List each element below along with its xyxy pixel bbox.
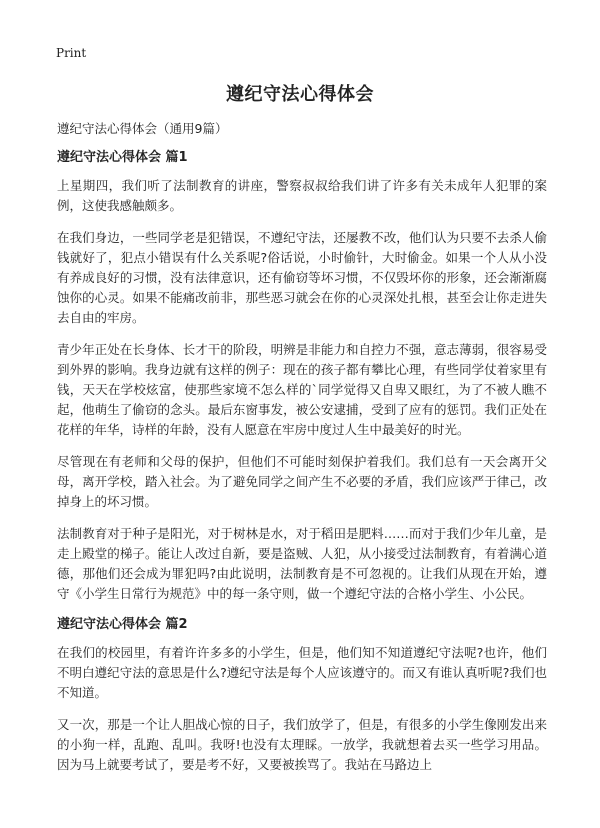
paragraph: 又一次，那是一个让人胆战心惊的日子，我们放学了，但是，有很多的小学生像刚发出来的小狗一样，乱跑、乱叫。我呀!也没有太理睬。一放学，我就想着去买一些学习用品。因为马上就要考试了，要是考不好，又要被挨骂了。我站在马路边上 [57,717,547,772]
paragraph: 上星期四，我们听了法制教育的讲座，警察叔叔给我们讲了许多有关未成年人犯罪的案例，这使我感触颇多。 [57,178,547,213]
paragraph: 青少年正处在长身体、长才干的阶段，明辨是非能力和自控力不强，意志薄弱，很容易受到外界的影响。我身边就有这样的例子：现在的孩子都有攀比心理，有些同学仗着家里有钱，天天在学校炫富，使那些家境不怎么样的`同学觉得又自卑又眼红，为了不被人瞧不起，他萌生了偷窃的念头。最后东窗事发，被公安逮捕，受到了应有的惩罚。我们正处在花样的年华，诗样的年龄，没有人愿意在牢房中度过人生中最美好的时光。 [57,342,547,437]
document-body [57,120,547,787]
section-heading: 遵纪守法心得体会 篇1 [57,150,188,165]
section-2 [57,616,547,775]
section-1 [57,149,547,604]
print-link[interactable]: Print [56,46,87,60]
document-subtitle: 遵纪守法心得体会（通用9篇） [57,121,228,136]
page-title: 遵纪守法心得体会 [226,84,374,105]
paragraph: 尽管现在有老师和父母的保护，但他们不可能时刻保护着我们。我们总有一天会离开父母，离开学校，踏入社会。为了避免同学之间产生不必要的矛盾，我们应该严于律己，改掉身上的坏习惯。 [57,454,547,509]
paragraph: 在我们身边，一些同学老是犯错误，不遵纪守法，还屡教不改，他们认为只要不去杀人偷钱就好了，犯点小错误有什么关系呢?俗话说，小时偷针，大时偷金。如果一个人从小没有养成良好的习惯，没有法律意识，还有偷窃等坏习惯，不仅毁坏你的形象，还会渐渐腐蚀你的心灵。如果不能痛改前非，那些恶习就会在你的心灵深处扎根，甚至会让你走进失去自由的牢房。 [57,230,547,325]
paragraph: 在我们的校园里，有着许许多多的小学生，但是，他们知不知道遵纪守法呢?也许，他们不明白遵纪守法的意思是什么?遵纪守法是每个人应该遵守的。而又有谁认真听呢?我们也不知道。 [57,645,547,700]
section-heading: 遵纪守法心得体会 篇2 [57,617,188,632]
paragraph: 法制教育对于种子是阳光，对于树林是水，对于稻田是肥料……而对于我们少年儿童，是走上殿堂的梯子。能让人改过自新，要是盗贼、人犯，从小接受过法制教育，有着满心道德，那他们还会成为罪犯吗?由此说明，法制教育是不可忽视的。让我们从现在开始，遵守《小学生日常行为规范》中的每一条守则，做一个遵纪守法的合格小学生、小公民。 [57,526,547,601]
